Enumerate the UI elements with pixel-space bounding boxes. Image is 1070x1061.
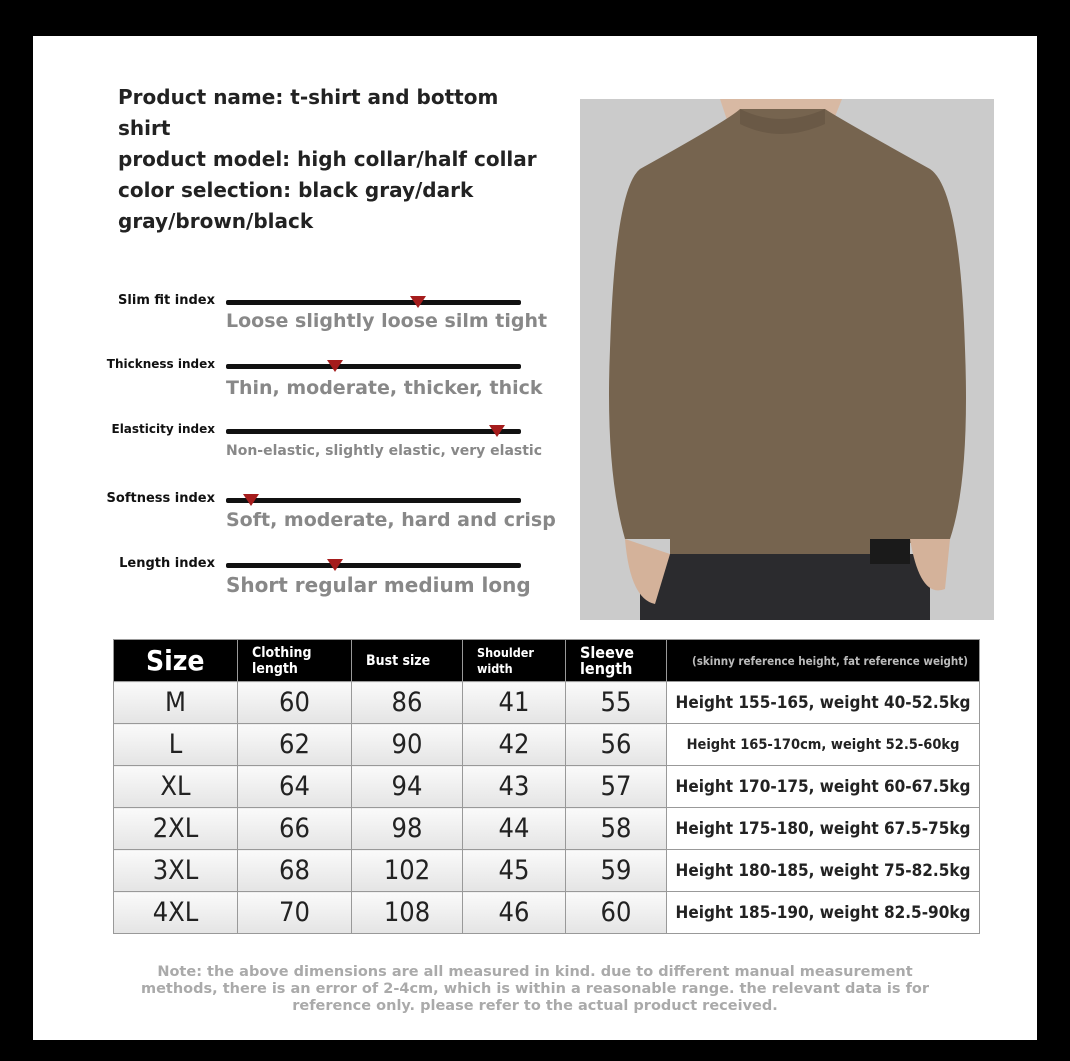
color-selection: color selection: black gray/dark gray/brown/black	[118, 178, 474, 233]
index-0	[100, 293, 548, 353]
measurement-cell: 43	[463, 766, 566, 808]
table-row	[114, 892, 980, 934]
measurement-cell: 45	[463, 850, 566, 892]
size-cell: L	[114, 724, 238, 766]
index-options: Non-elastic, slightly elastic, very elastic	[226, 443, 543, 459]
table-row	[114, 850, 980, 892]
index-options: Loose slightly loose silm tight	[226, 310, 548, 332]
size-cell: XL	[114, 766, 238, 808]
measurement-cell: 94	[352, 766, 463, 808]
index-label: Thickness index	[106, 357, 215, 371]
measurement-cell: 68	[238, 850, 352, 892]
measurement-cell: 55	[566, 682, 667, 724]
size-cell: 3XL	[114, 850, 238, 892]
index-marker	[410, 296, 426, 308]
measurement-cell: 66	[238, 808, 352, 850]
reference-cell: Height 170-175, weight 60-67.5kg	[667, 766, 980, 808]
measurement-cell: 59	[566, 850, 667, 892]
size-chart-header	[114, 640, 980, 682]
table-row	[114, 766, 980, 808]
size-cell: 4XL	[114, 892, 238, 934]
column-header: Clothing length	[238, 640, 352, 682]
index-scale	[226, 364, 521, 369]
measurement-cell: 44	[463, 808, 566, 850]
measurement-cell: 42	[463, 724, 566, 766]
reference-cell: Height 175-180, weight 67.5-75kg	[667, 808, 980, 850]
measurement-cell: 64	[238, 766, 352, 808]
column-header: Sleeve length	[566, 640, 667, 682]
measurement-cell: 98	[352, 808, 463, 850]
column-header: Bust size	[352, 640, 463, 682]
reference-cell: Height 185-190, weight 82.5-90kg	[667, 892, 980, 934]
table-row	[114, 808, 980, 850]
size-cell: M	[114, 682, 238, 724]
product-info	[118, 82, 538, 237]
index-1	[100, 357, 543, 417]
measurement-cell: 60	[566, 892, 667, 934]
table-row	[114, 682, 980, 724]
measurement-cell: 56	[566, 724, 667, 766]
index-scale	[226, 300, 521, 305]
measurement-note: Note: the above dimensions are all measured in kind. due to different manual measurement methods, there is an error of 2-4cm, which is within a reasonable range. the relevant data is for reference only. please refer to the actual product received.	[140, 964, 929, 1014]
index-marker	[489, 425, 505, 437]
measurement-cell: 86	[352, 682, 463, 724]
size-cell: 2XL	[114, 808, 238, 850]
reference-cell: Height 155-165, weight 40-52.5kg	[667, 682, 980, 724]
index-label: Slim fit index	[118, 293, 215, 308]
index-marker	[327, 360, 343, 372]
measurement-cell: 41	[463, 682, 566, 724]
index-marker	[327, 559, 343, 571]
measurement-cell: 60	[238, 682, 352, 724]
size-chart-body	[114, 682, 980, 934]
reference-cell: Height 180-185, weight 75-82.5kg	[667, 850, 980, 892]
measurement-cell: 90	[352, 724, 463, 766]
reference-cell: Height 165-170cm, weight 52.5-60kg	[667, 724, 980, 766]
index-scale	[226, 498, 521, 503]
index-options: Short regular medium long	[226, 573, 531, 597]
product-model: product model: high collar/half collar	[118, 147, 537, 171]
table-row	[114, 724, 980, 766]
index-options: Soft, moderate, hard and crisp	[226, 509, 556, 531]
product-name: Product name: t-shirt and bottom shirt	[118, 85, 499, 140]
index-options: Thin, moderate, thicker, thick	[226, 377, 543, 399]
column-header: (skinny reference height, fat reference weight)	[667, 640, 980, 682]
measurement-cell: 46	[463, 892, 566, 934]
column-header: Size	[114, 640, 238, 682]
column-header: Shoulder width	[463, 640, 566, 682]
measurement-cell: 57	[566, 766, 667, 808]
index-label: Elasticity index	[111, 422, 215, 436]
index-2	[100, 422, 543, 482]
index-marker	[243, 494, 259, 506]
index-label: Softness index	[106, 491, 215, 506]
index-scale	[226, 563, 521, 568]
size-chart	[113, 639, 980, 934]
index-scale	[226, 429, 521, 434]
measurement-cell: 102	[352, 850, 463, 892]
measurement-cell: 58	[566, 808, 667, 850]
index-3	[100, 491, 556, 551]
product-photo	[580, 99, 994, 620]
index-4	[100, 556, 540, 616]
index-label: Length index	[119, 556, 215, 571]
measurement-cell: 70	[238, 892, 352, 934]
measurement-cell: 62	[238, 724, 352, 766]
measurement-cell: 108	[352, 892, 463, 934]
